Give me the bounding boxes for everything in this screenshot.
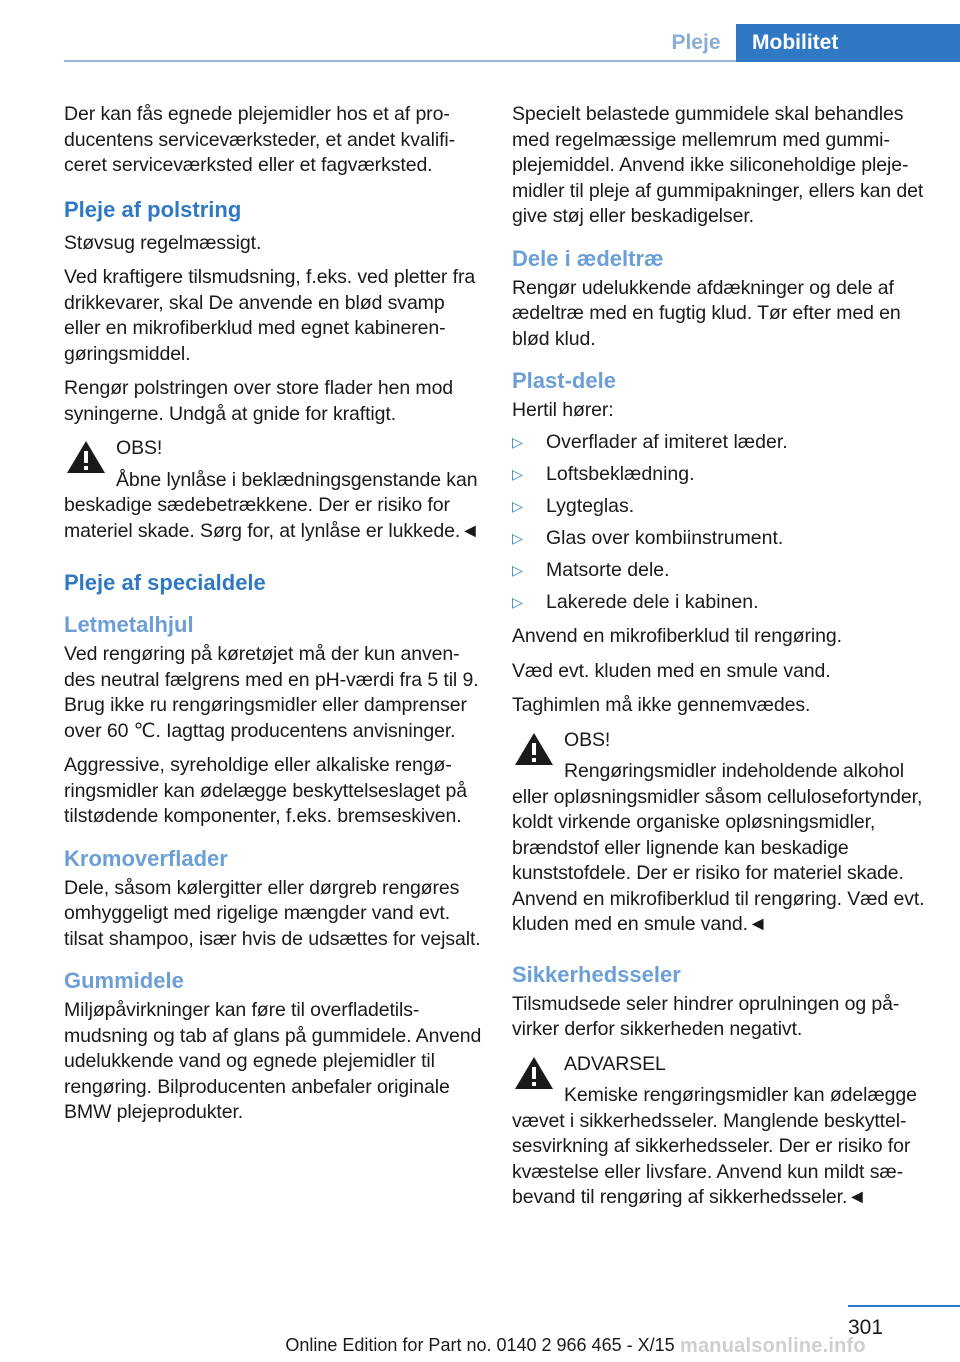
paragraph: Ved kraftigere tilsmudsning, f.eks. ved pletter fra drikkevarer, skal De anvende en blød svamp eller en mikrofiberklud med egnet kabinerengøringsmiddel. — [64, 266, 476, 365]
list-item: ▷ Matsorte dele. — [512, 558, 930, 584]
heading-pleje-af-specialdele: Pleje af specialdele — [64, 570, 266, 595]
warning-block — [512, 1052, 930, 1211]
warning-triangle-icon — [512, 1054, 556, 1092]
intro-paragraph: Der kan fås egnede plejemidler hos et af producentens serviceværksteder, et andet kvalificeret serviceværksted eller et fagværksted. — [64, 103, 456, 176]
warning-block — [512, 728, 930, 938]
footer-rule — [848, 1305, 960, 1307]
heading-kromoverflader: Kromoverflader — [64, 845, 228, 871]
heading-sikkerhedsseler: Sikkerhedsseler — [512, 961, 681, 987]
right-column — [512, 102, 930, 1220]
paragraph: Anvend en mikrofiberklud til rengøring. — [512, 625, 842, 647]
paragraph: Støvsug regelmæssigt. — [64, 231, 262, 254]
triangle-bullet-icon: ▷ — [512, 529, 523, 546]
left-column — [64, 102, 484, 1135]
edition-note: Online Edition for Part no. 0140 2 966 465 - X/15 — [285, 1335, 675, 1355]
paragraph: Aggressive, syreholdige eller alkaliske rengøringsmidler kan ødelægge beskyttelseslaget på tilstødende komponenter, f.eks. bremseskiven. — [64, 754, 468, 827]
list-item: ▷ Loftsbeklædning. — [512, 462, 930, 488]
tab-pleje[interactable]: Pleje — [671, 31, 721, 54]
list-item: ▷ Lygteglas. — [512, 494, 930, 520]
warning-title: ADVARSEL — [564, 1052, 666, 1075]
paragraph: Væd evt. kluden med en smule vand. — [512, 659, 831, 682]
paragraph: Hertil hører: — [512, 399, 614, 421]
paragraph: Specielt belastede gummidele skal behandles med regelmæssige mellemrum med gummiplejemiddel. Anvend ikke siliconeholdige plejemidler til pleje af gummipakninger, ellers kan det give støj eller beskadigelser. — [512, 103, 924, 227]
watermark: manualsonline.info — [680, 1335, 866, 1357]
warning-title: OBS! — [564, 728, 611, 751]
page-number: 301 — [848, 1316, 884, 1339]
list-item: ▷ Lakerede dele i kabinen. — [512, 590, 930, 616]
warning-text: Åbne lynlåse i beklædningsgenstande kan beskadige sædebetrækkene. Der er risiko for materiel skade. Sørg for, at lynlåse er lukkede.◄ — [64, 468, 480, 542]
triangle-bullet-icon: ▷ — [512, 561, 523, 578]
warning-triangle-icon — [64, 438, 108, 476]
warning-text: Rengøringsmidler indeholdende alkohol eller opløsningsmidler såsom cellulosefortynder, koldt virkende organiske opløsningsmidler, brændstof eller lignende kan beskadige kunststofdele. Der er risiko for materiel skade. Anvend en mikrofiberklud til rengøring. Væd evt. kluden med en smule vand.◄ — [512, 760, 925, 935]
warning-text: Kemiske rengøringsmidler kan ødelægge vævet i sikkerhedsseler. Manglende beskyttelsesvirkning af sikkerhedsseler. Der er risiko for kvæstelse eller livsfare. Anvend kun mildt sæbevand til rengøring af sikkerhedsseler.◄ — [512, 1084, 917, 1208]
triangle-bullet-icon: ▷ — [512, 497, 523, 514]
triangle-bullet-icon: ▷ — [512, 465, 523, 482]
warning-block — [64, 436, 484, 544]
warning-triangle-icon — [512, 730, 556, 768]
paragraph: Rengør polstringen over store flader hen mod syningerne. Undgå at gnide for kraftigt. — [64, 377, 454, 425]
paragraph: Ved rengøring på køretøjet må der kun anvendes neutral fælgrens med en pH-værdi fra 5 til 9. Brug ikke ru rengøringsmidler eller damprenser over 60 ℃. Iagttag producentens anvisninger. — [64, 643, 479, 742]
heading-letmetalhjul: Letmetalhjul — [64, 612, 194, 637]
paragraph: Tilsmudsede seler hindrer oprulningen og påvirker derfor sikkerheden negativt. — [512, 992, 900, 1040]
paragraph: Taghimlen må ikke gennemvædes. — [512, 694, 811, 716]
triangle-bullet-icon: ▷ — [512, 593, 523, 610]
heading-plast-dele: Plast-dele — [512, 368, 616, 393]
paragraph: Miljøpåvirkninger kan føre til overfladetilsmudsning og tab af glans på gummidele. Anvend udelukkende vand og egnede plejemidler til rengøring. Bilproducenten anbefaler originale BMW plejeprodukter. — [64, 999, 482, 1123]
warning-title: OBS! — [116, 437, 163, 459]
plast-dele-list — [512, 430, 930, 616]
tab-mobilitet[interactable]: Mobilitet — [736, 24, 960, 62]
paragraph: Dele, såsom kølergitter eller dørgreb rengøres omhyggeligt med rigelige mængder vand evt. tilsat shampoo, især hvis de udsættes for vejsalt. — [64, 876, 481, 950]
list-item: ▷ Glas over kombiinstrument. — [512, 526, 930, 552]
heading-gummidele: Gummidele — [64, 968, 184, 993]
triangle-bullet-icon: ▷ — [512, 433, 523, 450]
heading-dele-i-aedeltrae: Dele i ædeltræ — [512, 245, 664, 271]
heading-pleje-af-polstring: Pleje af polstring — [64, 196, 242, 222]
list-item: ▷ Overflader af imiteret læder. — [512, 430, 930, 456]
paragraph: Rengør udelukkende afdækninger og dele af ædeltræ med en fugtig klud. Tør efter med en blød klud. — [512, 276, 901, 350]
